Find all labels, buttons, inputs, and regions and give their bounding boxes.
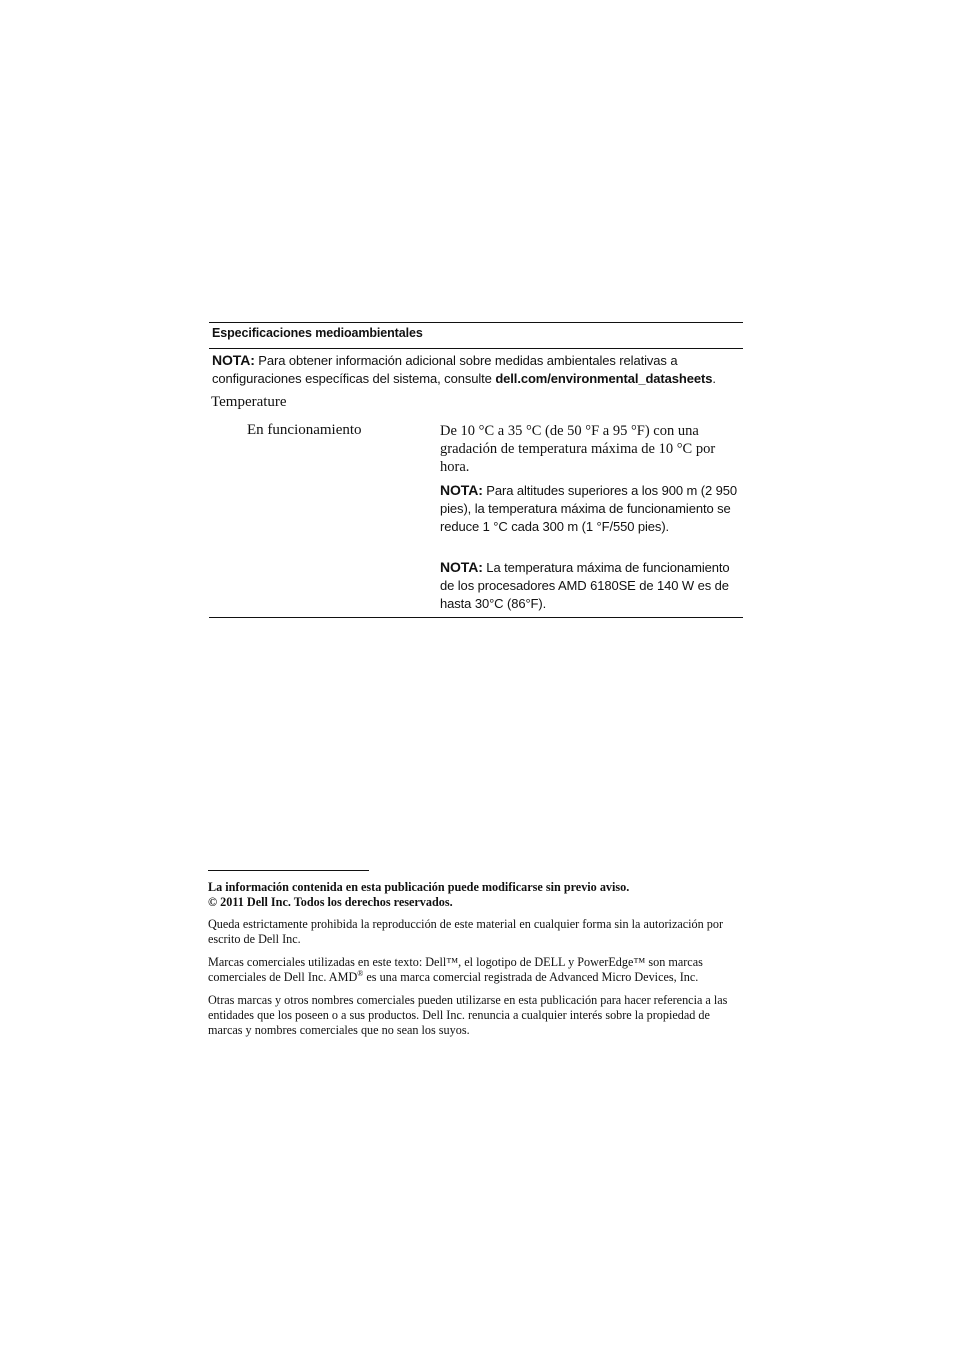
note-label: NOTA: — [212, 352, 255, 368]
trademarks-text-b: es una marca comercial registrada de Advanced Micro Devices, Inc. — [363, 970, 699, 984]
trademarks-paragraph — [208, 955, 744, 985]
row-description: De 10 °C a 35 °C (de 50 °F a 95 °F) con una gradación de temperatura máxima de 10 °C por hora. — [440, 423, 716, 475]
legal-notice-line-1: La información contenida en esta publicación puede modificarse sin previo aviso. — [208, 880, 630, 894]
legal-footer — [208, 880, 744, 1046]
section-heading-temperature: Temperature — [211, 394, 287, 410]
table-top-rule — [209, 322, 743, 323]
trademarks-text-a: Marcas comerciales utilizadas en este texto: Dell™, el logotipo de DELL y PowerEdge™ son marcas comerciales de Dell Inc. AMD — [208, 955, 703, 984]
note-text: Para altitudes superiores a los 900 m (2 950 pies), la temperatura máxima de funcionamiento se reduce 1 °C cada 300 m (1 °F/550 pies). — [440, 483, 737, 534]
table-bottom-rule — [209, 617, 743, 618]
table-title: Especificaciones medioambientales — [212, 326, 423, 340]
datasheets-link-text: dell.com/environmental_datasheets — [495, 371, 713, 386]
note-end: . — [712, 371, 716, 386]
note-text: Para obtener información adicional sobre medidas ambientales relativas a configuraciones específicas del sistema, consulte — [212, 353, 678, 386]
row-label-operating: En funcionamiento — [247, 422, 362, 438]
table-header-rule — [209, 348, 743, 349]
row-note-altitude — [440, 481, 740, 536]
registered-mark: ® — [357, 968, 364, 978]
reproduction-paragraph: Queda estrictamente prohibida la reproducción de este material en cualquier forma sin la autorización por escrito de Dell Inc. — [208, 917, 724, 946]
note-label: NOTA: — [440, 482, 483, 498]
other-trademarks-paragraph: Otras marcas y otros nombres comerciales pueden utilizarse en esta publicación para hacer referencia a las entidades que los poseen o a sus productos. Dell Inc. renuncia a cualquier interés sobre la propiedad de marcas y nombres comerciales que no sean los suyos. — [208, 993, 728, 1037]
note-text: La temperatura máxima de funcionamiento de los procesadores AMD 6180SE de 140 W es de hasta 30°C (86°F). — [440, 560, 730, 611]
footnote-rule — [208, 870, 369, 871]
row-note-processor — [440, 558, 740, 613]
copyright-line: © 2011 Dell Inc. Todos los derechos reservados. — [208, 895, 453, 909]
legal-notice — [208, 880, 744, 910]
note-label: NOTA: — [440, 559, 483, 575]
note-main — [212, 351, 742, 388]
